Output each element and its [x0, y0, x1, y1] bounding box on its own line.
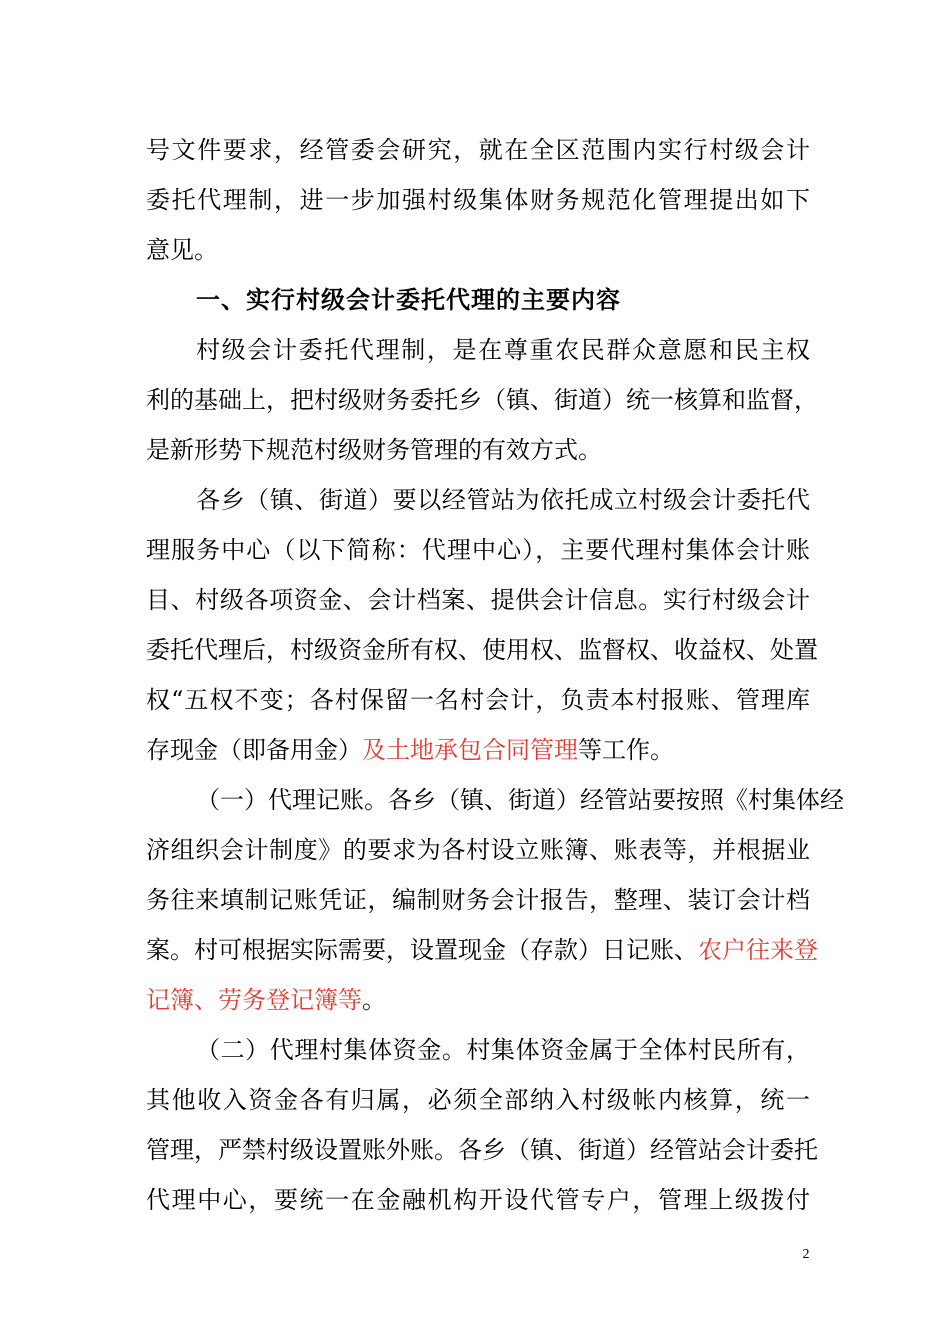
- body-text-line: 号文件要求，经管委会研究，就在全区范围内实行村级会计: [146, 136, 810, 164]
- body-text-line: [146, 980, 810, 1020]
- body-text-line: 各乡（镇、街道）要以经管站为依托成立村级会计委托代: [196, 486, 810, 514]
- body-text-segment: 等工作。: [578, 736, 674, 764]
- body-text-line: （二）代理村集体资金。村集体资金属于全体村民所有，: [196, 1036, 810, 1064]
- body-text-line: 济组织会计制度》的要求为各村设立账簿、账表等，并根据业: [146, 836, 810, 864]
- section-heading: 一、实行村级会计委托代理的主要内容: [196, 286, 621, 314]
- body-text-line: 意见。: [146, 236, 218, 264]
- body-text-line: 利的基础上，把村级财务委托乡（镇、街道）统一核算和监督，: [146, 386, 818, 414]
- body-text-line: （一）代理记账。各乡（镇、街道）经管站要按照《村集体经: [196, 786, 844, 814]
- page-number: 2: [802, 1247, 810, 1262]
- highlighted-text: 记簿、劳务登记簿等: [146, 986, 362, 1014]
- body-text-line: 委托代理后，村级资金所有权、使用权、监督权、收益权、处置: [146, 636, 818, 664]
- body-text-segment: 。: [362, 986, 386, 1014]
- body-text-segment: 案。村可根据实际需要，设置现金（存款）日记账、: [146, 936, 698, 964]
- body-text-line: [146, 930, 818, 970]
- body-text-line: 代理中心，要统一在金融机构开设代管专户，管理上级拨付: [146, 1186, 810, 1214]
- body-text-line: [146, 730, 810, 770]
- highlighted-text: 及土地承包合同管理: [362, 736, 578, 764]
- body-text-line: 目、村级各项资金、会计档案、提供会计信息。实行村级会计: [146, 586, 810, 614]
- body-text-line: 其他收入资金各有归属，必须全部纳入村级帐内核算，统一: [146, 1086, 810, 1114]
- body-text-line: 村级会计委托代理制，是在尊重农民群众意愿和民主权: [196, 336, 810, 364]
- body-text-line: 委托代理制，进一步加强村级集体财务规范化管理提出如下: [146, 186, 810, 214]
- body-text-line: 务往来填制记账凭证，编制财务会计报告，整理、装订会计档: [146, 886, 810, 914]
- body-text-line: 权“五权不变；各村保留一名村会计，负责本村报账、管理库: [146, 686, 810, 714]
- body-text-line: 是新形势下规范村级财务管理的有效方式。: [146, 436, 602, 464]
- body-text-line: 理服务中心（以下简称：代理中心），主要代理村集体会计账: [146, 536, 810, 564]
- highlighted-text: 农户往来登: [698, 936, 818, 964]
- body-text-segment: 存现金（即备用金）: [146, 736, 362, 764]
- body-text-line: 管理，严禁村级设置账外账。各乡（镇、街道）经管站会计委托: [146, 1136, 818, 1164]
